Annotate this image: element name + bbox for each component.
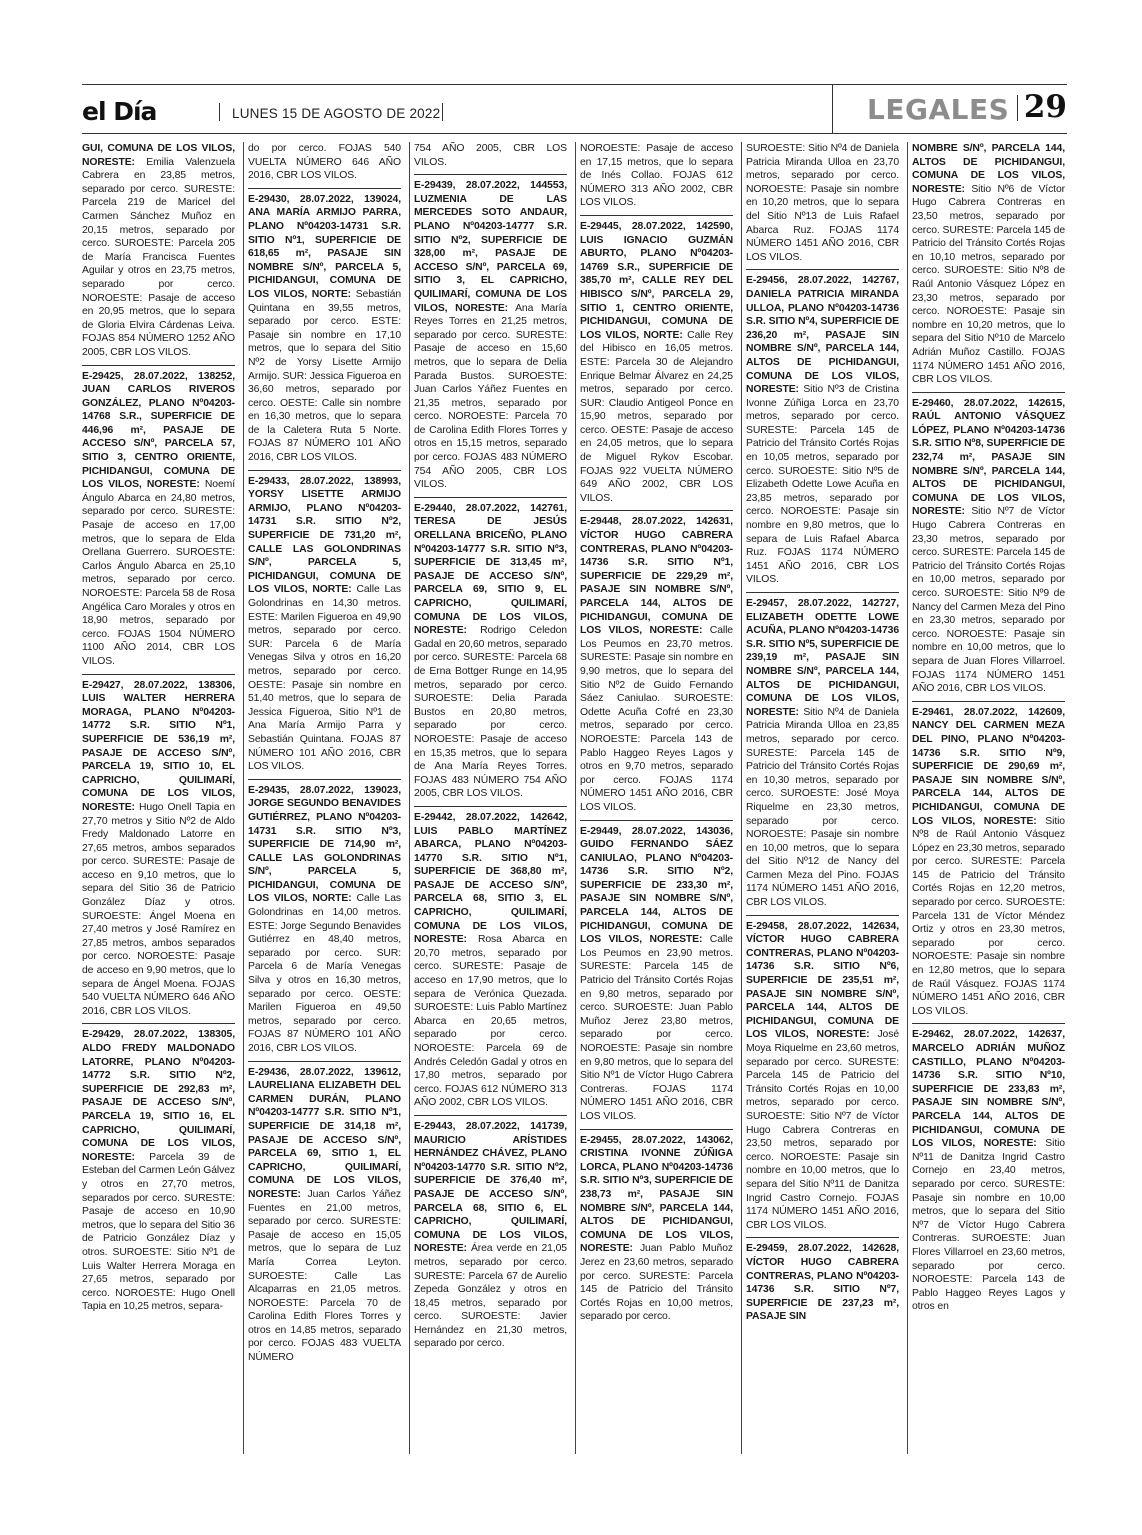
legal-notice <box>248 193 401 465</box>
notice-body: Área verde en 21,05 metros, separado por cerco. SURESTE: Parcela 67 de Aurelio Zepeda González y otros en 18,45 metros, separado por cerco. SUROESTE: Javier Hernández en 21,30 metros, separado por cerco. <box>414 1243 567 1350</box>
notice-heading: NOMBRE S/Nº, PARCELA 144, ALTOS DE PICHIDANGUI, COMUNA DE LOS VILOS, NORESTE: <box>912 143 1065 195</box>
notice-body: Rosa Abarca en 20,70 metros, separado por cerco. SURESTE: Pasaje de acceso en 17,90 metros, que lo separa de Verónica Quezada. SUROESTE: Luis Pablo Martínez Abarca en 20,65 metros, separado por cerco. NOROESTE: Parcela 69 de Andrés Celedón Gadal y otros en 17,80 metros, separado por cerco. FOJAS 612 NÚMERO 313 AÑO 2002, CBR LOS VILOS. <box>414 934 567 1109</box>
header-separator <box>442 103 443 121</box>
notice-separator <box>414 806 567 807</box>
notice-heading: E-29462, 28.07.2022, 142637, MARCELO ADRIÁN MUÑOZ CASTILLO, PLANO Nº04203-14736 S.R. SITIO Nº10, SUPERFICIE DE 233,83 m², PASAJE SIN NOMBRE S/Nº, PARCELA 144, ALTOS DE PICHIDANGUI, COMUNA DE LOS VILOS, NORESTE: <box>912 1029 1065 1150</box>
legal-notice <box>248 475 401 774</box>
notice-body: Sitio Nº6 de Víctor Hugo Cabrera Contreras en 23,50 metros, separado por cerco. SURESTE: Parcela 145 de Patricio del Tránsito Cortés Rojas en 10,10 metros, separado por cerco. SUROESTE: Sitio Nº8 de Raúl Antonio Vásquez López en 23,30 metros, separado por cerco. NOROESTE: Pasaje sin nombre en 10,20 metros, que lo separa del Sitio Nº10 de Marcelo Adrián Muñoz Castillo. FOJAS 1174 NÚMERO 1451 AÑO 2016, CBR LOS VILOS. <box>912 183 1065 386</box>
legal-notice <box>414 811 567 1110</box>
notice-heading: E-29427, 28.07.2022, 138306, LUIS WALTER HERRERA MORAGA, PLANO Nº04203-14772 S.R. SITIO Nº1, SUPERFICIE DE 536,19 m², PASAJE DE ACCESO S/Nº, PARCELA 19, SITIO 10, EL CAPRICHO, QUILIMARÍ, COMUNA DE LOS VILOS, NORESTE: <box>82 679 235 813</box>
column-6 <box>912 142 1065 1454</box>
notice-heading: E-29459, 28.07.2022, 142628, VÍCTOR HUGO CABRERA CONTRERAS, PLANO Nº04203-14736 S.R. SITIO Nº7, SUPERFICIE DE 237,23 m², PASAJE SIN <box>746 1243 899 1323</box>
legal-notice <box>580 142 733 210</box>
legal-notice <box>82 679 235 1019</box>
notice-body: Hugo Onell Tapia en 27,70 metros y Sitio Nº2 de Aldo Fredy Maldonado Latorre en 27,65 metros, ambos separados por cerco. SURESTE: Pasaje de acceso en 9,10 metros, que lo separa del Sitio 36 de Patricio González Díaz y otros. SUROESTE: Ángel Moena en 27,40 metros y José Ramírez en 27,85 metros, ambos separados por cerco. NOROESTE: Pasaje de acceso en 9,90 metros, que lo separa de Ángel Moena. FOJAS 540 VUELTA NÚMERO 646 AÑO 2016, CBR LOS VILOS. <box>82 801 235 1017</box>
notice-body: 754 AÑO 2005, CBR LOS VILOS. <box>414 143 567 168</box>
column-5 <box>746 142 899 1454</box>
issue-date: LUNES 15 DE AGOSTO DE 2022 <box>232 106 441 121</box>
notice-heading: E-29439, 28.07.2022, 144553, LUZMENIA DE LAS MERCEDES SOTO ANDAUR, PLANO Nº04203-14777 S.R. SITIO Nº2, SUPERFICIE DE 328,00 m², PASAJE DE ACCESO S/Nº, PARCELA 69, SITIO 3, EL CAPRICHO, QUILIMARÍ, COMUNA DE LOS VILOS, NORESTE: <box>414 180 567 314</box>
notice-heading: E-29455, 28.07.2022, 143062, CRISTINA IVONNE ZÚÑIGA LORCA, PLANO Nº04203-14736 S.R. SITIO Nº3, SUPERFICIE DE 238,73 m², PASAJE SIN NOMBRE S/Nº, PARCELA 144, ALTOS DE PICHIDANGUI, COMUNA DE LOS VILOS, NORESTE: <box>580 1134 733 1255</box>
notice-separator <box>248 470 401 471</box>
legal-notices <box>82 142 1067 1454</box>
page-number: 29 <box>1023 89 1067 125</box>
notice-heading: GUI, COMUNA DE LOS VILOS, NORESTE: <box>82 143 235 168</box>
notice-heading: E-29442, 28.07.2022, 142642, LUIS PABLO MARTÍNEZ ABARCA, PLANO Nº04203-14770 S.R. SITIO Nº1, SUPERFICIE DE 368,80 m², PASAJE DE ACCESO S/Nº, PARCELA 68, SITIO 3, EL CAPRICHO, QUILIMARÍ, COMUNA DE LOS VILOS, NORESTE: <box>414 811 567 946</box>
notice-heading: E-29445, 28.07.2022, 142590, LUIS IGNACIO GUZMÁN ABURTO, PLANO Nº04203-14769 S.R., SUPERFICIE DE 385,70 m², CALLE REY DEL HIBISCO S/Nº, PARCELA 29, SITIO 1, CENTRO ORIENTE, PICHIDANGUI, COMUNA DE LOS VILOS, NORTE: <box>580 220 733 341</box>
notice-body: Sitio Nº11 de Danitza Ingrid Castro Cornejo en 23,40 metros, separado por cerco. SURESTE: Pasaje sin nombre en 10,00 metros, que lo separa del Sitio Nº7 de Víctor Hugo Cabrera Contreras. SUROESTE: Juan Flores Villarroel en 23,60 metros, separado por cerco. NOROESTE: Parcela 143 de Pablo Haggeo Reyes Lagos y otros en <box>912 1138 1065 1313</box>
legal-notice <box>912 142 1065 387</box>
notice-body: Juan Carlos Yáñez Fuentes en 21,00 metros, separado por cerco. SURESTE: Pasaje de acceso en 15,05 metros, que lo separa de Luz María Correa Leyton. SUROESTE: Calle Las Alcaparras en 21,05 metros. NOROESTE: Parcela 70 de Carolina Edith Flores Torres y otros en 14,85 metros, separado por cerco. FOJAS 483 VUELTA NÚMERO <box>248 1188 401 1364</box>
notice-separator <box>82 365 235 366</box>
legal-notice <box>746 597 899 910</box>
legal-notice <box>82 142 235 360</box>
notice-body: Sebastián Quintana en 39,55 metros, separado por cerco. ESTE: Pasaje sin nombre en 17,10 metros, que lo separa del Sitio Nº2 de Yorsy Lisette Armijo Armijo. SUR: Jessica Figueroa en 36,60 metros, separado por cerco. OESTE: Calle sin nombre en 16,30 metros, que lo separa de la Caletera Ruta 5 Norte. FOJAS 87 NÚMERO 101 AÑO 2016, CBR LOS VILOS. <box>248 288 401 464</box>
notice-heading: E-29430, 28.07.2022, 139024, ANA MARÍA ARMIJO PARRA, PLANO Nº04203-14731 S.R. SITIO Nº1, SUPERFICIE DE 618,65 m², PASAJE SIN NOMBRE S/Nº, PARCELA 5, PICHIDANGUI, COMUNA DE LOS VILOS, NORTE: <box>248 193 401 300</box>
notice-body: Rodrigo Celedon Gadal en 20,60 metros, separado por cerco. SURESTE: Parcela 68 de Erna Bottger Runge en 14,95 metros, separado por cerco. SUROESTE: Delia Parada Bustos en 20,80 metros, separado por cerco. NOROESTE: Pasaje de acceso en 15,35 metros, que lo separa de Ana María Reyes Torres. FOJAS 483 NÚMERO 754 AÑO 2005, CBR LOS VILOS. <box>414 625 567 800</box>
column-divider <box>409 142 410 1454</box>
notice-separator <box>912 1023 1065 1024</box>
legal-notice <box>746 274 899 587</box>
column-3 <box>414 142 567 1454</box>
notice-separator <box>248 188 401 189</box>
column-divider <box>741 142 742 1454</box>
column-divider <box>243 142 244 1454</box>
notice-separator <box>414 174 567 175</box>
notice-body: SUROESTE: Sitio Nº4 de Daniela Patricia Miranda Ulloa en 23,70 metros, separado por cerco. NOROESTE: Pasaje sin nombre en 10,20 metros, que lo separa del Sitio Nº13 de Luis Rafael Abarca Ruz. FOJAS 1174 NÚMERO 1451 AÑO 2016, CBR LOS VILOS. <box>746 143 899 263</box>
notice-heading: E-29461, 28.07.2022, 142609, NANCY DEL CARMEN MEZA DEL PINO, PLANO Nº04203-14736 S.R. SITIO Nº9, SUPERFICIE DE 290,69 m², PASAJE SIN NOMBRE S/Nº, PARCELA 144, ALTOS DE PICHIDANGUI, COMUNA DE LOS VILOS, NORESTE: <box>912 706 1065 827</box>
page-header <box>82 84 1067 134</box>
notice-separator <box>912 392 1065 393</box>
legal-notice <box>580 825 733 1124</box>
notice-body: Ana María Reyes Torres en 21,25 metros, separado por cerco. SURESTE: Pasaje de acceso en 15,60 metros, que lo separa de Delia Parada Bustos. SUROESTE: Juan Carlos Yáñez Fuentes en 21,35 metros, separado por cerco. NOROESTE: Parcela 70 de Carolina Edith Flores Torres y otros en 15,15 metros, separado por cerco. FOJAS 483 NÚMERO 754 AÑO 2005, CBR LOS VILOS. <box>414 302 567 491</box>
legal-notice <box>414 179 567 492</box>
notice-heading: E-29435, 28.07.2022, 139023, JORGE SEGUNDO BENAVIDES GUTIÉRREZ, PLANO Nº04203-14731 S.R. SITIO Nº3, SUPERFICIE DE 714,90 m², CALLE LAS GOLONDRINAS S/Nº, PARCELA 5, PICHIDANGUI, COMUNA DE LOS VILOS, NORTE: <box>248 784 401 905</box>
notice-separator <box>82 674 235 675</box>
notice-separator <box>746 915 899 916</box>
legal-notice <box>746 1242 899 1324</box>
notice-heading: E-29458, 28.07.2022, 142634, VÍCTOR HUGO CABRERA CONTRERAS, PLANO Nº04203-14736 S.R. SITIO Nº6, SUPERFICIE DE 235,51 m², PASAJE SIN NOMBRE S/Nº, PARCELA 144, ALTOS DE PICHIDANGUI, COMUNA DE LOS VILOS, NORESTE: <box>746 920 899 1041</box>
notice-heading: E-29449, 28.07.2022, 143036, GUIDO FERNANDO SÁEZ CANIULAO, PLANO Nº04203-14736 S.R. SITIO Nº2, SUPERFICIE DE 233,30 m², PASAJE SIN NOMBRE S/Nº, PARCELA 144, ALTOS DE PICHIDANGUI, COMUNA DE LOS VILOS, NORESTE: <box>580 825 733 946</box>
legal-notice <box>414 142 567 169</box>
legal-notice <box>414 1120 567 1351</box>
column-1 <box>82 142 235 1454</box>
column-4 <box>580 142 733 1454</box>
notice-body: NOROESTE: Pasaje de acceso en 17,15 metros, que lo separa de Inés Collao. FOJAS 612 NÚMERO 313 AÑO 2002, CBR LOS VILOS. <box>580 143 733 209</box>
notice-body: Calle Las Golondrinas en 14,00 metros. ESTE: Jorge Segundo Benavides Gutiérrez en 48,40 metros, separado por cerco. SUR: Parcela 6 de María Venegas Silva y otros en 16,30 metros, separado por cerco. OESTE: Marilen Figueroa en 49,50 metros, separado por cerco. FOJAS 87 NÚMERO 101 AÑO 2016, CBR LOS VILOS. <box>248 893 401 1054</box>
header-separator <box>1017 95 1018 121</box>
notice-body: Calle Las Golondrinas en 14,30 metros. ESTE: Marilen Figueroa en 49,90 metros, separado por cerco. SUR: Parcela 6 de María Venegas Silva y otros en 16,20 metros, separado por cerco. OESTE: Pasaje sin nombre en 51,40 metros, que lo separa de Jessica Figueroa, Sitio Nº1 de Ana María Armijo Parra y Sebastián Quintana. FOJAS 87 NÚMERO 101 AÑO 2016, CBR LOS VILOS. <box>248 584 401 773</box>
notice-heading: E-29456, 28.07.2022, 142767, DANIELA PATRICIA MIRANDA ULLOA, PLANO Nº04203-14736 S.R. SITIO Nº4, SUPERFICIE DE 236,20 m², PASAJE SIN NOMBRE S/Nº, PARCELA 144, ALTOS DE PICHIDANGUI, COMUNA DE LOS VILOS, NORESTE: <box>746 275 899 396</box>
notice-body: Calle Rey del Hibisco en 16,05 metros. ESTE: Parcela 30 de Alejandro Enrique Belmar Álvarez en 24,25 metros, separado por cerco. SUR: Claudio Antigeol Ponce en 15,90 metros, separado por cerco. OESTE: Pasaje de acceso en 24,05 metros, que lo separa de Miguel Rykov Escobar. FOJAS 922 VUELTA NÚMERO 649 AÑO 2002, CBR LOS VILOS. <box>580 329 733 504</box>
legal-notice <box>746 920 899 1233</box>
legal-notice <box>580 1134 733 1324</box>
legal-notice <box>580 220 733 505</box>
notice-heading: E-29440, 28.07.2022, 142761, TERESA DE JESÚS ORELLANA BRICEÑO, PLANO Nº04203-14777 S.R. SITIO Nº3, SUPERFICIE DE 313,45 m², PASAJE DE ACCESO S/Nº, PARCELA 69, SITIO 9, EL CAPRICHO, QUILIMARÍ, COMUNA DE LOS VILOS, NORESTE: <box>414 502 567 637</box>
notice-heading: E-29429, 28.07.2022, 138305, ALDO FREDY MALDONADO LATORRE, PLANO Nº04203-14772 S.R. SITIO Nº2, SUPERFICIE DE 292,83 m², PASAJE DE ACCESO S/Nº, PARCELA 19, SITIO 16, EL CAPRICHO, QUILIMARÍ, COMUNA DE LOS VILOS, NORESTE: <box>82 1029 235 1163</box>
notice-separator <box>414 497 567 498</box>
notice-body: Sitio Nº3 de Cristina Ivonne Zúñiga Lorca en 23,70 metros, separado por cerco. SURESTE: Parcela 145 de Patricio del Tránsito Cortés Rojas en 10,05 metros, separado por cerco. SUROESTE: Sitio Nº5 de Elizabeth Odette Lowe Acuña en 23,85 metros, separado por cerco. NOROESTE: Pasaje sin nombre en 9,80 metros, que lo separa de Luis Rafael Abarca Ruz. FOJAS 1174 NÚMERO 1451 AÑO 2016, CBR LOS VILOS. <box>746 384 899 586</box>
legal-notice <box>248 142 401 183</box>
column-divider <box>907 142 908 1454</box>
notice-heading: E-29443, 28.07.2022, 141739, MAURICIO ARÍSTIDES HERNÁNDEZ CHÁVEZ, PLANO Nº04203-14770 S.R. SITIO Nº2, SUPERFICIE DE 376,40 m², PASAJE DE ACCESO S/Nº, PARCELA 68, SITIO 6, EL CAPRICHO, QUILIMARÍ, COMUNA DE LOS VILOS, NORESTE: <box>414 1120 567 1255</box>
notice-body: Noemí Ángulo Abarca en 24,80 metros, separado por cerco. SURESTE: Pasaje de acceso en 17,00 metros, que lo separa de Elda Orellana Guerrero. SUROESTE: Carlos Ángulo Abarca en 25,10 metros, separado por cerco. NOROESTE: Parcela 58 de Rosa Angélica Caro Morales y otros en 18,90 metros, separado por cerco. FOJAS 1504 NÚMERO 1100 AÑO 2014, CBR LOS VILOS. <box>82 479 235 667</box>
notice-heading: E-29425, 28.07.2022, 138252, JUAN CARLOS RIVEROS GONZÁLEZ, PLANO Nº04203-14768 S.R., SUPERFICIE DE 446,96 m², PASAJE DE ACCESO S/Nº, PARCELA 57, SITIO 3, CENTRO ORIENTE, PICHIDANGUI, COMUNA DE LOS VILOS, NORESTE: <box>82 370 235 491</box>
legal-notice <box>248 1066 401 1365</box>
legal-notice <box>912 397 1065 696</box>
notice-body: José Moya Riquelme en 23,60 metros, separado por cerco. SURESTE: Parcela 145 de Patricio del Tránsito Cortés Rojas en 10,00 metros, separado por cerco. SUROESTE: Sitio Nº7 de Víctor Hugo Cabrera Contreras en 23,50 metros, separado por cerco. NOROESTE: Pasaje sin nombre en 10,00 metros, que lo separa del Sitio Nº11 de Danitza Ingrid Castro Cornejo. FOJAS 1174 NÚMERO 1451 AÑO 2016, CBR LOS VILOS. <box>746 1029 899 1231</box>
notice-heading: E-29436, 28.07.2022, 139612, LAURELIANA ELIZABETH DEL CARMEN DURÁN, PLANO Nº04203-14777 S.R. SITIO Nº1, SUPERFICIE DE 314,18 m², PASAJE DE ACCESO S/Nº, PARCELA 69, SITIO 1, EL CAPRICHO, QUILIMARÍ, COMUNA DE LOS VILOS, NORESTE: <box>248 1066 401 1200</box>
notice-separator <box>746 269 899 270</box>
column-2 <box>248 142 401 1454</box>
legal-notice <box>82 370 235 669</box>
notice-separator <box>414 1115 567 1116</box>
column-divider <box>575 142 576 1454</box>
notice-body: Emilia Valenzuela Cabrera en 23,85 metros, separado por cerco. SURESTE: Parcela 219 de Maricel del Carmen Sánchez Muñoz en 20,15 metros, separado por cerco. SUROESTE: Parcela 205 de María Francisca Fuentes Aguilar y otros en 23,75 metros, separado por cerco. NOROESTE: Pasaje de acceso en 20,95 metros, que lo separa de Gloria Elvira Cárdenas Leiva. FOJAS 854 NÚMERO 1252 AÑO 2005, CBR LOS VILOS. <box>82 156 235 358</box>
notice-separator <box>82 1023 235 1024</box>
newspaper-logo: el Día <box>82 97 157 126</box>
legal-notice <box>746 142 899 264</box>
notice-separator <box>580 510 733 511</box>
notice-body: Juan Pablo Muñoz Jerez en 23,60 metros, separado por cerco. SURESTE: Parcela 145 de Patricio del Tránsito Cortés Rojas en 10,00 metros, separado por cerco. <box>580 1243 733 1323</box>
notice-body: Parcela 39 de Esteban del Carmen León Gálvez y otros en 27,70 metros, separados por cerco. SURESTE: Pasaje de acceso en 10,90 metros, que lo separa del Sitio 36 de Patricio González Díaz y otros. SUROESTE: Sitio Nº1 de Luis Walter Herrera Moraga en 27,65 metros, separado por cerco. NOROESTE: Hugo Onell Tapia en 10,25 metros, separa- <box>82 1151 235 1313</box>
legal-notice <box>248 784 401 1056</box>
notice-heading: E-29457, 28.07.2022, 142727, ELIZABETH ODETTE LOWE ACUÑA, PLANO Nº04203-14736 S.R. SITIO Nº5, SUPERFICIE DE 239,19 m², PASAJE SIN NOMBRE S/Nº, PARCELA 144, ALTOS DE PICHIDANGUI, COMUNA DE LOS VILOS, NORESTE: <box>746 598 899 718</box>
notice-body: Sitio Nº4 de Daniela Patricia Miranda Ulloa en 23,85 metros, separado por cerco. SURESTE: Parcela 145 de Patricio del Tránsito Cortés Rojas en 10,30 metros, separado por cerco. SUROESTE: José Moya Riquelme en 23,30 metros, separado por cerco. NOROESTE: Pasaje sin nombre en 10,00 metros, que lo separa del Sitio Nº12 de Nancy del Carmen Meza del Pino. FOJAS 1174 NÚMERO 1451 AÑO 2016, CBR LOS VILOS. <box>746 706 899 909</box>
notice-body: Calle Los Peumos en 23,90 metros. SURESTE: Parcela 145 de Patricio del Tránsito Cortés Rojas en 9,80 metros, separado por cerco. SUROESTE: Juan Pablo Muñoz Jerez 23,80 metros, separado por cerco. NOROESTE: Pasaje sin nombre en 9,80 metros, que lo separa del Sitio Nº1 de Víctor Hugo Cabrera Contreras. FOJAS 1174 NÚMERO 1451 AÑO 2016, CBR LOS VILOS. <box>580 934 733 1122</box>
notice-separator <box>248 1061 401 1062</box>
legal-notice <box>912 706 1065 1019</box>
notice-heading: E-29448, 28.07.2022, 142631, VÍCTOR HUGO CABRERA CONTRERAS, PLANO Nº04203-14736 S.R. SITIO Nº1, SUPERFICIE DE 229,29 m², PASAJE SIN NOMBRE S/Nº, PARCELA 144, ALTOS DE PICHIDANGUI, COMUNA DE LOS VILOS, NORESTE: <box>580 516 733 637</box>
notice-body: Sitio Nº7 de Víctor Hugo Cabrera Contreras en 23,30 metros, separado por cerco. SURESTE: Parcela 145 de Patricio del Tránsito Cortés Rojas en 10,00 metros, separado por cerco. SUROESTE: Sitio Nº9 de Nancy del Carmen Meza del Pino en 23,30 metros, separado por cerco. NOROESTE: Pasaje sin nombre en 10,00 metros, que lo separa de Juan Flores Villarroel. FOJAS 1174 NÚMERO 1451 AÑO 2016, CBR LOS VILOS. <box>912 506 1065 695</box>
legal-notice <box>580 515 733 814</box>
notice-separator <box>248 779 401 780</box>
legal-notice <box>414 502 567 801</box>
notice-separator <box>580 820 733 821</box>
notice-heading: E-29433, 28.07.2022, 138993, YORSY LISETTE ARMIJO ARMIJO, PLANO Nº04203-14731 S.R. SITIO Nº2, SUPERFICIE DE 731,20 m², CALLE LAS GOLONDRINAS S/Nº, PARCELA 5, PICHIDANGUI, COMUNA DE LOS VILOS, NORTE: <box>248 475 401 596</box>
notice-body: Calle Los Peumos en 23,70 metros. SURESTE: Pasaje sin nombre en 9,90 metros, que lo separa del Sitio Nº2 de Guido Fernando Sáez Caniulao. SUROESTE: Odette Acuña Cofré en 23,30 metros, separado por cerco. NOROESTE: Parcela 143 de Pablo Haggeo Reyes Lagos y otros en 9,70 metros, separado por cerco. FOJAS 1174 NÚMERO 1451 AÑO 2016, CBR LOS VILOS. <box>580 625 733 813</box>
legal-notice <box>82 1028 235 1313</box>
header-divider <box>832 85 833 133</box>
notice-separator <box>746 1237 899 1238</box>
notice-body: Sitio Nº8 de Raúl Antonio Vásquez López en 23,30 metros, separado por cerco. SURESTE: Parcela 145 de Patricio del Tránsito Cortés Rojas en 12,20 metros, separado por cerco. SUROESTE: Parcela 131 de Víctor Méndez Ortiz y otros en 23,30 metros, separado por cerco. NOROESTE: Pasaje sin nombre en 12,80 metros, que lo separa de Raúl Vásquez. FOJAS 1174 NÚMERO 1451 AÑO 2016, CBR LOS VILOS. <box>912 815 1065 1017</box>
section-title: LEGALES <box>867 93 1010 126</box>
notice-body: do por cerco. FOJAS 540 VUELTA NÚMERO 646 AÑO 2016, CBR LOS VILOS. <box>248 143 401 182</box>
notice-heading: E-29460, 28.07.2022, 142615, RAÚL ANTONIO VÁSQUEZ LÓPEZ, PLANO Nº04203-14736 S.R. SITIO Nº8, SUPERFICIE DE 232,74 m², PASAJE SIN NOMBRE S/Nº, PARCELA 144, ALTOS DE PICHIDANGUI, COMUNA DE LOS VILOS, NORESTE: <box>912 397 1065 518</box>
header-separator <box>219 103 220 121</box>
legal-notice <box>912 1028 1065 1313</box>
notice-separator <box>580 215 733 216</box>
notice-separator <box>912 701 1065 702</box>
notice-separator <box>746 592 899 593</box>
notice-separator <box>580 1129 733 1130</box>
